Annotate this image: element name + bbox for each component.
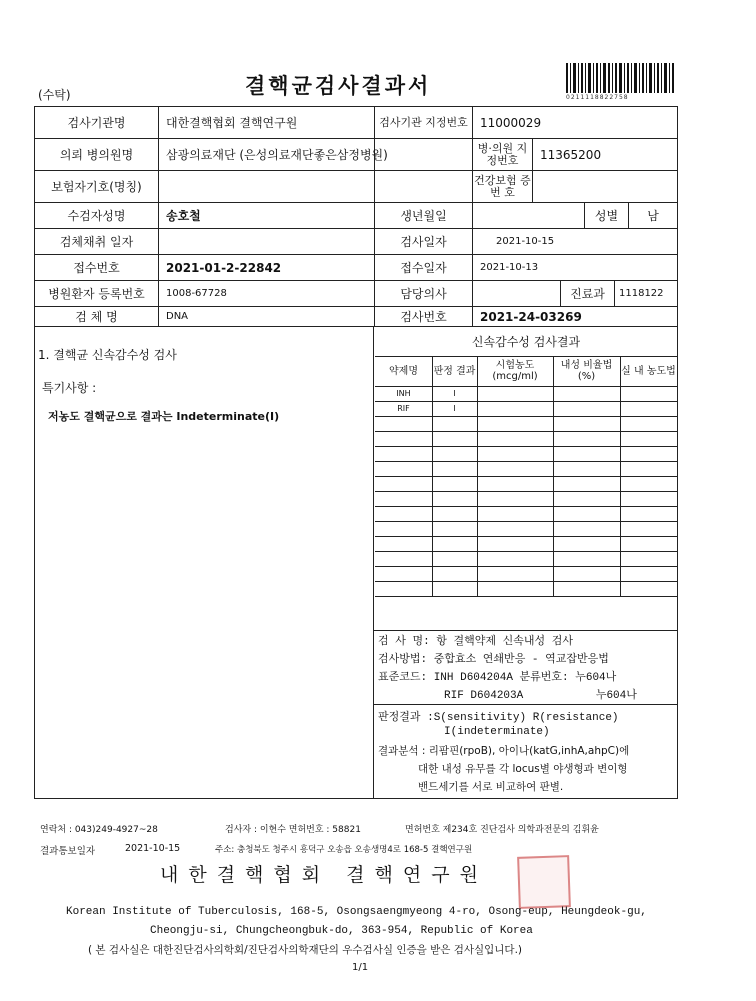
certification-note: ( 본 검사실은 대한진단검사의학회/진단검사의학재단의 우수검사실 인증을 받은 검사실입니다.) <box>88 944 523 956</box>
department-value: 1118122 <box>619 288 664 299</box>
contact-phone: 연락처 : 043)249-4927~28 <box>40 825 158 835</box>
result-cell: I <box>453 389 456 398</box>
result-cell <box>432 491 477 506</box>
results-column-header: 시험농도 (mcg/ml) <box>492 360 538 382</box>
hospital-id-value: 11365200 <box>540 147 602 162</box>
patient-name-label: 수검자성명 <box>67 209 126 223</box>
result-cell <box>620 431 677 446</box>
result-cell <box>477 386 553 401</box>
lab-id-value: 11000029 <box>480 115 542 130</box>
results-column-header: 내성 비율법(%) <box>560 360 613 382</box>
accession-value: 2021-01-2-22842 <box>166 260 282 275</box>
result-cell: RIF <box>397 404 410 413</box>
result-cell <box>477 416 553 431</box>
result-cell <box>477 431 553 446</box>
result-cell <box>375 506 432 521</box>
doctor-label: 담당의사 <box>400 287 447 301</box>
result-cell <box>553 386 620 401</box>
result-cell <box>620 521 677 536</box>
test-item: 1. 결핵균 신속감수성 검사 <box>38 348 177 362</box>
result-cell <box>477 476 553 491</box>
result-cell <box>620 386 677 401</box>
result-cell <box>375 521 432 536</box>
insurer-label: 보험자기호(명칭) <box>51 180 142 194</box>
result-cell <box>375 431 432 446</box>
address-korean: 주소: 충청북도 청주시 흥덕구 오송읍 오송생명4로 168-5 결핵연구원 <box>215 845 473 855</box>
specimen-label: 검 체 명 <box>75 310 118 324</box>
result-cell <box>620 566 677 581</box>
result-cell <box>375 551 432 566</box>
result-cell <box>432 506 477 521</box>
remarks-text: 저농도 결핵균으로 결과는 Indeterminate(I) <box>48 410 280 423</box>
result-cell <box>375 566 432 581</box>
result-cell <box>553 491 620 506</box>
report-date-label: 결과통보일자 <box>40 846 96 857</box>
result-cell <box>620 446 677 461</box>
result-cell <box>553 551 620 566</box>
requesting-hospital-label: 의뢰 병의원명 <box>59 148 134 162</box>
result-cell <box>375 491 432 506</box>
result-cell <box>432 476 477 491</box>
result-cell <box>553 521 620 536</box>
results-table <box>375 356 677 596</box>
result-cell <box>620 551 677 566</box>
test-date-label: 검사일자 <box>400 235 447 249</box>
lab-id-label: 검사기관 지정번호 <box>379 115 468 129</box>
result-cell <box>477 461 553 476</box>
lab-name-label: 검사기관명 <box>67 116 126 130</box>
page-number: 1/1 <box>352 962 369 973</box>
dob-value <box>480 203 580 228</box>
examiner-info: 검사자 : 이현수 면허번호 : 58821 <box>225 825 361 835</box>
official-seal-icon <box>517 855 571 909</box>
address-english-2: Cheongju-si, Chungcheongbuk-do, 363-954, Republic of Korea <box>150 925 533 937</box>
method-code-inh: 표준코드: INH D604204A 분류번호: 누604나 <box>378 672 617 684</box>
result-cell <box>620 401 677 416</box>
result-cell <box>432 581 477 596</box>
result-cell <box>432 431 477 446</box>
result-cell <box>375 581 432 596</box>
result-cell <box>553 566 620 581</box>
result-cell <box>553 506 620 521</box>
result-cell <box>432 551 477 566</box>
barcode-number: 0211118822758 <box>566 94 629 101</box>
result-cell <box>620 536 677 551</box>
barcode-icon <box>566 63 676 93</box>
insurer-value <box>166 171 372 202</box>
health-id-label: 건강보험 증 번 호 <box>474 173 531 199</box>
result-cell <box>375 536 432 551</box>
result-cell <box>432 416 477 431</box>
dob-label: 생년월일 <box>400 209 447 223</box>
analysis-line-3: 밴드세기를 서로 비교하여 판별. <box>418 781 564 793</box>
result-cell <box>432 446 477 461</box>
result-cell <box>553 416 620 431</box>
result-cell <box>477 581 553 596</box>
sex-label: 성별 <box>594 209 619 223</box>
results-column-header: 실 내 농도법 <box>621 365 676 377</box>
result-cell <box>432 536 477 551</box>
physician-license: 면허번호 제234호 진단검사 의학과전문의 김휘윤 <box>405 825 599 835</box>
result-cell <box>620 461 677 476</box>
result-cell <box>620 506 677 521</box>
result-cell <box>432 461 477 476</box>
sex-value: 남 <box>647 209 659 223</box>
receipt-label: (수탁) <box>38 88 71 102</box>
judgement-legend: 판정결과 :S(sensitivity) R(resistance) <box>378 712 619 724</box>
hospital-reg-value: 1008-67728 <box>166 288 227 299</box>
result-cell <box>477 446 553 461</box>
hospital-id-label: 병·의원 지정번호 <box>477 141 528 167</box>
lab-name-value: 대한결핵협회 결핵연구원 <box>166 116 298 130</box>
result-cell <box>553 476 620 491</box>
hospital-reg-label: 병원환자 등록번호 <box>48 287 145 301</box>
result-cell <box>477 491 553 506</box>
results-section-title: 신속감수성 검사결과 <box>375 326 677 357</box>
result-cell <box>620 416 677 431</box>
result-cell <box>620 476 677 491</box>
report-date-value: 2021-10-15 <box>125 843 181 854</box>
result-cell <box>477 401 553 416</box>
analysis-line-2: 대한 내성 유무를 각 locus별 야생형과 변이형 <box>418 763 628 775</box>
result-cell <box>375 416 432 431</box>
result-cell: INH <box>396 389 411 398</box>
department-label: 진료과 <box>570 287 605 301</box>
result-cell <box>432 566 477 581</box>
result-cell <box>375 446 432 461</box>
specimen-value: DNA <box>166 311 189 322</box>
result-cell <box>553 581 620 596</box>
result-cell <box>553 431 620 446</box>
remarks-label: 특기사항 : <box>42 381 97 395</box>
test-date-value: 2021-10-15 <box>496 236 555 247</box>
result-cell: I <box>453 404 456 413</box>
doctor-value <box>480 281 558 306</box>
result-cell <box>477 536 553 551</box>
requesting-hospital-value: 삼광의료재단 (은성의료재단좋은삼정병원) <box>166 148 388 162</box>
result-cell <box>553 461 620 476</box>
result-cell <box>553 536 620 551</box>
accession-label: 접수번호 <box>73 261 120 275</box>
result-cell <box>477 521 553 536</box>
collection-date-label: 검체채취 일자 <box>59 235 134 249</box>
collection-date-value <box>166 229 372 254</box>
analysis-line-1: 결과분석 : 리팜핀(rpoB), 아이나(katG,inhA,ahpC)에 <box>378 745 630 757</box>
organization-name: 내한결핵협회 결핵연구원 <box>160 864 488 886</box>
result-cell <box>375 461 432 476</box>
test-number-value: 2021-24-03269 <box>480 309 582 324</box>
method-test-name: 검 사 명: 항 결핵약제 신속내성 검사 <box>378 636 573 648</box>
method-code-rif: RIF D604203A 누604나 <box>378 690 637 702</box>
result-cell <box>620 581 677 596</box>
judgement-legend-i: I(indeterminate) <box>378 726 550 738</box>
health-id-value <box>540 171 670 202</box>
result-cell <box>620 491 677 506</box>
result-cell <box>477 566 553 581</box>
results-column-header: 약제명 <box>389 365 418 377</box>
received-date-label: 접수일자 <box>400 261 447 275</box>
result-cell <box>432 521 477 536</box>
address-english-1: Korean Institute of Tuberculosis, 168-5, Osongsaengmyeong 4-ro, Osong-eup, Heungdeok-gu, <box>66 906 647 918</box>
method-technique: 검사방법: 중합효소 연쇄반응 - 역교잡반응법 <box>378 654 609 666</box>
patient-name-value: 송호철 <box>166 209 201 223</box>
page-title: 결핵균검사결과서 <box>245 74 432 98</box>
result-cell <box>553 401 620 416</box>
result-cell <box>477 551 553 566</box>
result-cell <box>375 476 432 491</box>
result-cell <box>477 506 553 521</box>
result-cell <box>553 446 620 461</box>
test-number-label: 검사번호 <box>400 310 447 324</box>
received-date-value: 2021-10-13 <box>480 262 539 273</box>
results-column-header: 판정 결과 <box>433 365 476 377</box>
